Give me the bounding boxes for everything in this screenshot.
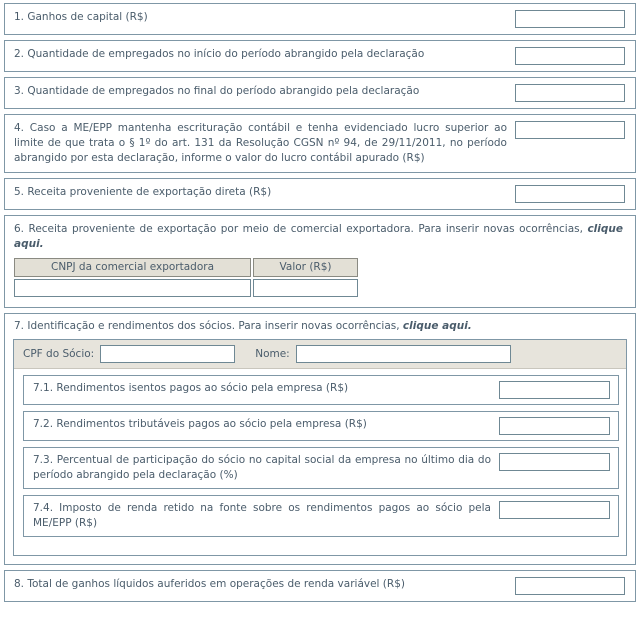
item-2-input[interactable] — [515, 47, 625, 65]
table-header-row — [14, 258, 635, 277]
field-panel-item-7-4 — [23, 495, 619, 537]
item-1-label: 1. Ganhos de capital (R$) — [14, 11, 148, 23]
item-6-label — [5, 216, 635, 258]
field-panel-item-7-2 — [23, 411, 619, 441]
item-1-input[interactable] — [515, 10, 625, 28]
cnpj-input[interactable] — [14, 279, 251, 297]
field-panel-item-4 — [4, 114, 636, 173]
item-2-input-wrap — [515, 41, 635, 71]
item-7-4-input-wrap — [499, 496, 618, 524]
item-4-input[interactable] — [515, 121, 625, 139]
field-panel-item-6 — [4, 215, 636, 308]
cpf-socio-label: CPF do Sócio: — [23, 348, 95, 360]
item-7-2-input-wrap — [499, 412, 618, 440]
item-8-label: 8. Total de ganhos líquidos auferidos em operações de renda variável (R$) — [14, 578, 405, 590]
field-panel-item-2 — [4, 40, 636, 72]
field-panel-item-7 — [4, 313, 636, 565]
item-6-clique-aqui-link[interactable]: clique aqui. — [14, 223, 623, 250]
item-6-label-text: 6. Receita proveniente de exportação por meio de comercial exportadora. Para inserir novas ocorrências, — [14, 223, 588, 235]
item-7-label — [5, 314, 635, 339]
table-header-cnpj: CNPJ da comercial exportadora — [14, 258, 251, 277]
item-8-input[interactable] — [515, 577, 625, 595]
item-5-input[interactable] — [515, 185, 625, 203]
item-2-label: 2. Quantidade de empregados no início do período abrangido pela declaração — [14, 48, 425, 60]
item-7-label-text: 7. Identificação e rendimentos dos sócios. Para inserir novas ocorrências, — [14, 320, 403, 332]
field-panel-item-1 — [4, 3, 636, 35]
valor-input[interactable] — [253, 279, 358, 297]
field-panel-item-8 — [4, 570, 636, 602]
field-panel-item-7-1 — [23, 375, 619, 405]
item-7-2-label: 7.2. Rendimentos tributáveis pagos ao sócio pela empresa (R$) — [33, 418, 367, 430]
table-cell-cnpj — [14, 279, 251, 297]
socio-panel-spacer — [14, 543, 626, 555]
field-panel-item-7-3 — [23, 447, 619, 489]
nome-input[interactable] — [296, 345, 511, 363]
item-7-1-label: 7.1. Rendimentos isentos pagos ao sócio pela empresa (R$) — [33, 382, 349, 394]
cpf-socio-input[interactable] — [100, 345, 235, 363]
item-5-label: 5. Receita proveniente de exportação direta (R$) — [14, 186, 272, 198]
item-1-input-wrap — [515, 4, 635, 34]
table-row — [14, 279, 635, 297]
item-7-3-label: 7.3. Percentual de participação do sócio no capital social da empresa no último dia do período abrangido pela declaração (%) — [33, 454, 491, 481]
item-3-input-wrap — [515, 78, 635, 108]
item-7-2-input[interactable] — [499, 417, 610, 435]
item-7-1-input-wrap — [499, 376, 618, 404]
socio-panel — [13, 339, 627, 556]
item-4-label: 4. Caso a ME/EPP mantenha escrituração contábil e tenha evidenciado lucro superior ao limite de que trata o § 1º do art. 131 da Resolução CGSN nº 94, de 29/11/2011, no período abrangido por esta declaração, informe o valor do lucro contábil apurado (R$) — [14, 122, 507, 164]
socio-identification-bar — [14, 340, 626, 369]
item-3-input[interactable] — [515, 84, 625, 102]
comercial-exportadora-table — [5, 258, 635, 307]
item-7-3-input-wrap — [499, 448, 618, 476]
item-7-4-input[interactable] — [499, 501, 610, 519]
table-header-valor: Valor (R$) — [253, 258, 358, 277]
item-7-1-input[interactable] — [499, 381, 610, 399]
item-3-label: 3. Quantidade de empregados no final do período abrangido pela declaração — [14, 85, 420, 97]
field-panel-item-5 — [4, 178, 636, 210]
table-cell-valor — [253, 279, 358, 297]
nome-label: Nome: — [255, 348, 290, 360]
item-7-4-label: 7.4. Imposto de renda retido na fonte sobre os rendimentos pagos ao sócio pela ME/EPP (R$) — [33, 502, 491, 529]
item-8-input-wrap — [515, 571, 635, 601]
item-5-input-wrap — [515, 179, 635, 209]
item-7-clique-aqui-link[interactable]: clique aqui. — [402, 320, 472, 332]
item-4-input-wrap — [515, 115, 635, 145]
item-7-3-input[interactable] — [499, 453, 610, 471]
field-panel-item-3 — [4, 77, 636, 109]
